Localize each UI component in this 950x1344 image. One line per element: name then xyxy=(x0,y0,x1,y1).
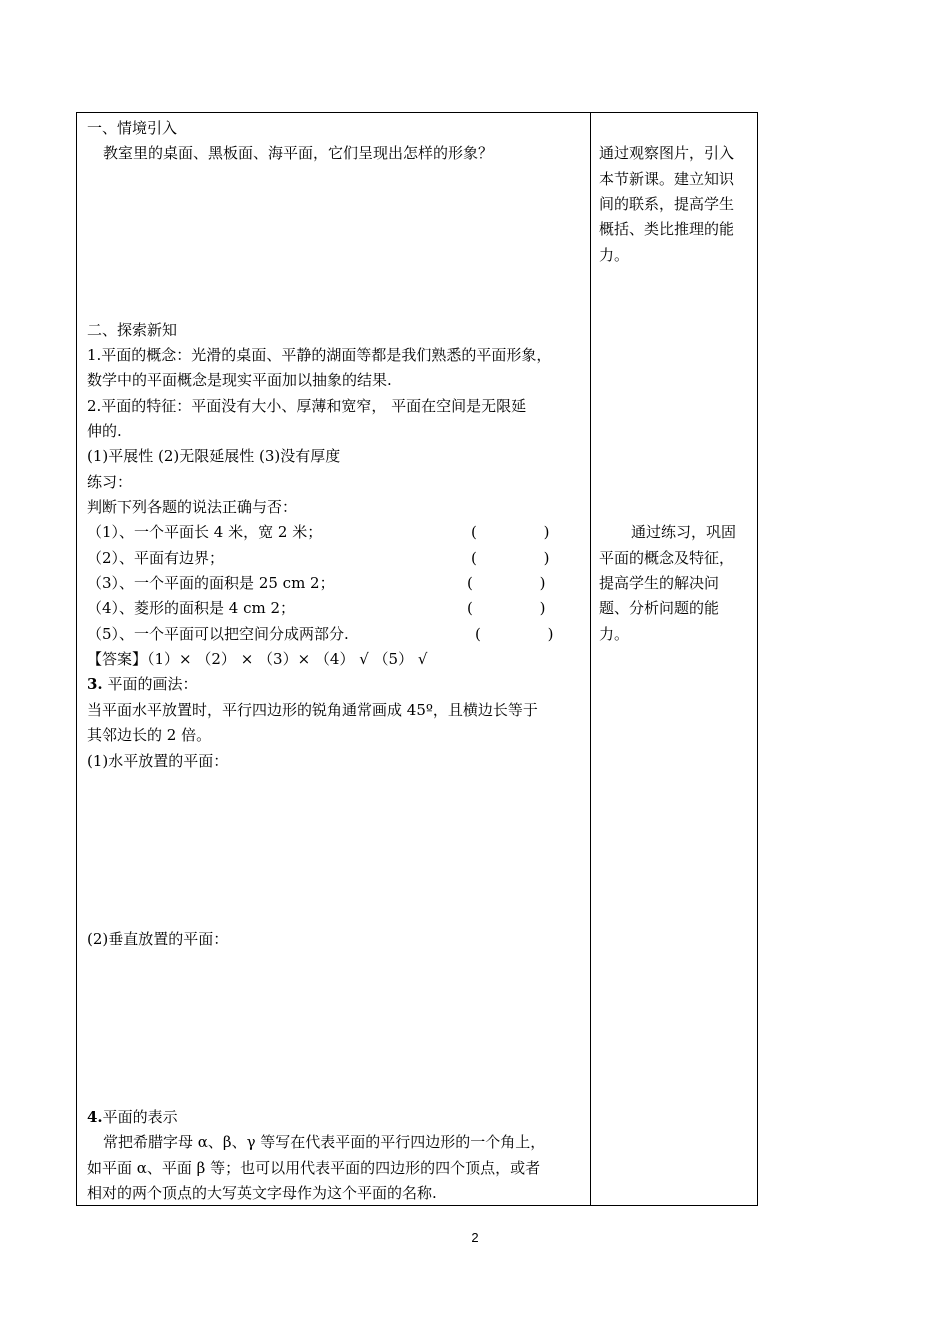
side-note-1-line: 通过观察图片，引入 xyxy=(599,144,735,162)
side-note-1-line: 力。 xyxy=(599,246,630,264)
exercise-item: （2）、平面有边界； xyxy=(87,549,225,567)
answer-blank: ( ) xyxy=(475,625,554,643)
drawing-line-1: 当平面水平放置时，平行四边形的锐角通常画成 45º，且横边长等于 xyxy=(87,701,538,719)
representation-heading-number: 4. xyxy=(87,1108,103,1126)
exercise-label: 练习： xyxy=(87,473,133,491)
concept-line-2: 数学中的平面概念是现实平面加以抽象的结果. xyxy=(87,371,392,389)
representation-line-3: 相对的两个顶点的大写英文字母作为这个平面的名称. xyxy=(87,1184,437,1202)
representation-heading-text: 平面的表示 xyxy=(102,1108,178,1126)
answer-blank: ( ) xyxy=(471,549,550,567)
representation-heading xyxy=(87,1105,178,1129)
answer-blank: ( ) xyxy=(467,599,546,617)
lesson-table xyxy=(76,112,758,1206)
side-note-2-line: 平面的概念及特征， xyxy=(599,549,735,567)
plane-properties: (1)平展性 (2)无限延展性 (3)没有厚度 xyxy=(87,447,341,465)
side-note-2-line: 通过练习，巩固 xyxy=(631,523,737,541)
section-1-question: 教室里的桌面、黑板面、海平面，它们呈现出怎样的形象？ xyxy=(103,144,494,162)
horizontal-plane-label: (1)水平放置的平面： xyxy=(87,752,229,770)
side-note-2-line: 力。 xyxy=(599,625,630,643)
side-note-2-line: 题、分析问题的能 xyxy=(599,599,720,617)
side-note-1-line: 间的联系，提高学生 xyxy=(599,195,735,213)
answer-blank: ( ) xyxy=(467,574,546,592)
section-2-title: 二、探索新知 xyxy=(87,321,178,339)
answer-blank: ( ) xyxy=(471,523,550,541)
feature-line-1: 2.平面的特征：平面没有大小、厚薄和宽窄， 平面在空间是无限延 xyxy=(87,397,527,415)
drawing-line-2: 其邻边长的 2 倍。 xyxy=(87,726,212,744)
section-1-title: 一、情境引入 xyxy=(87,119,178,137)
answer-key: 【答案】（1）× （2） × （3）× （4） √ （5） √ xyxy=(87,650,428,668)
side-note-1-line: 概括、类比推理的能 xyxy=(599,220,735,238)
representation-line-2: 如平面 α、平面 β 等；也可以用代表平面的四边形的四个顶点，或者 xyxy=(87,1159,541,1177)
exercise-item: （4）、菱形的面积是 4 cm 2； xyxy=(87,599,296,617)
exercise-item: （3）、一个平面的面积是 25 cm 2； xyxy=(87,574,335,592)
concept-line-1: 1.平面的概念：光滑的桌面、平静的湖面等都是我们熟悉的平面形象， xyxy=(87,346,552,364)
page-number: 2 xyxy=(471,1230,479,1245)
drawing-heading xyxy=(87,672,197,696)
vertical-plane-label: (2)垂直放置的平面： xyxy=(87,930,229,948)
feature-line-2: 伸的. xyxy=(87,422,122,440)
side-note-2-line: 提高学生的解决问 xyxy=(599,574,720,592)
exercise-item: （1）、一个平面长 4 米，宽 2 米； xyxy=(87,523,323,541)
exercise-prompt: 判断下列各题的说法正确与否： xyxy=(87,498,298,516)
drawing-heading-text: 平面的画法： xyxy=(102,675,198,693)
side-note-1-line: 本节新课。建立知识 xyxy=(599,170,735,188)
representation-line-1: 常把希腊字母 α、β、γ 等写在代表平面的平行四边形的一个角上， xyxy=(103,1133,546,1151)
column-divider xyxy=(590,113,591,1205)
drawing-heading-number: 3. xyxy=(87,675,103,693)
exercise-item: （5）、一个平面可以把空间分成两部分. xyxy=(87,625,349,643)
